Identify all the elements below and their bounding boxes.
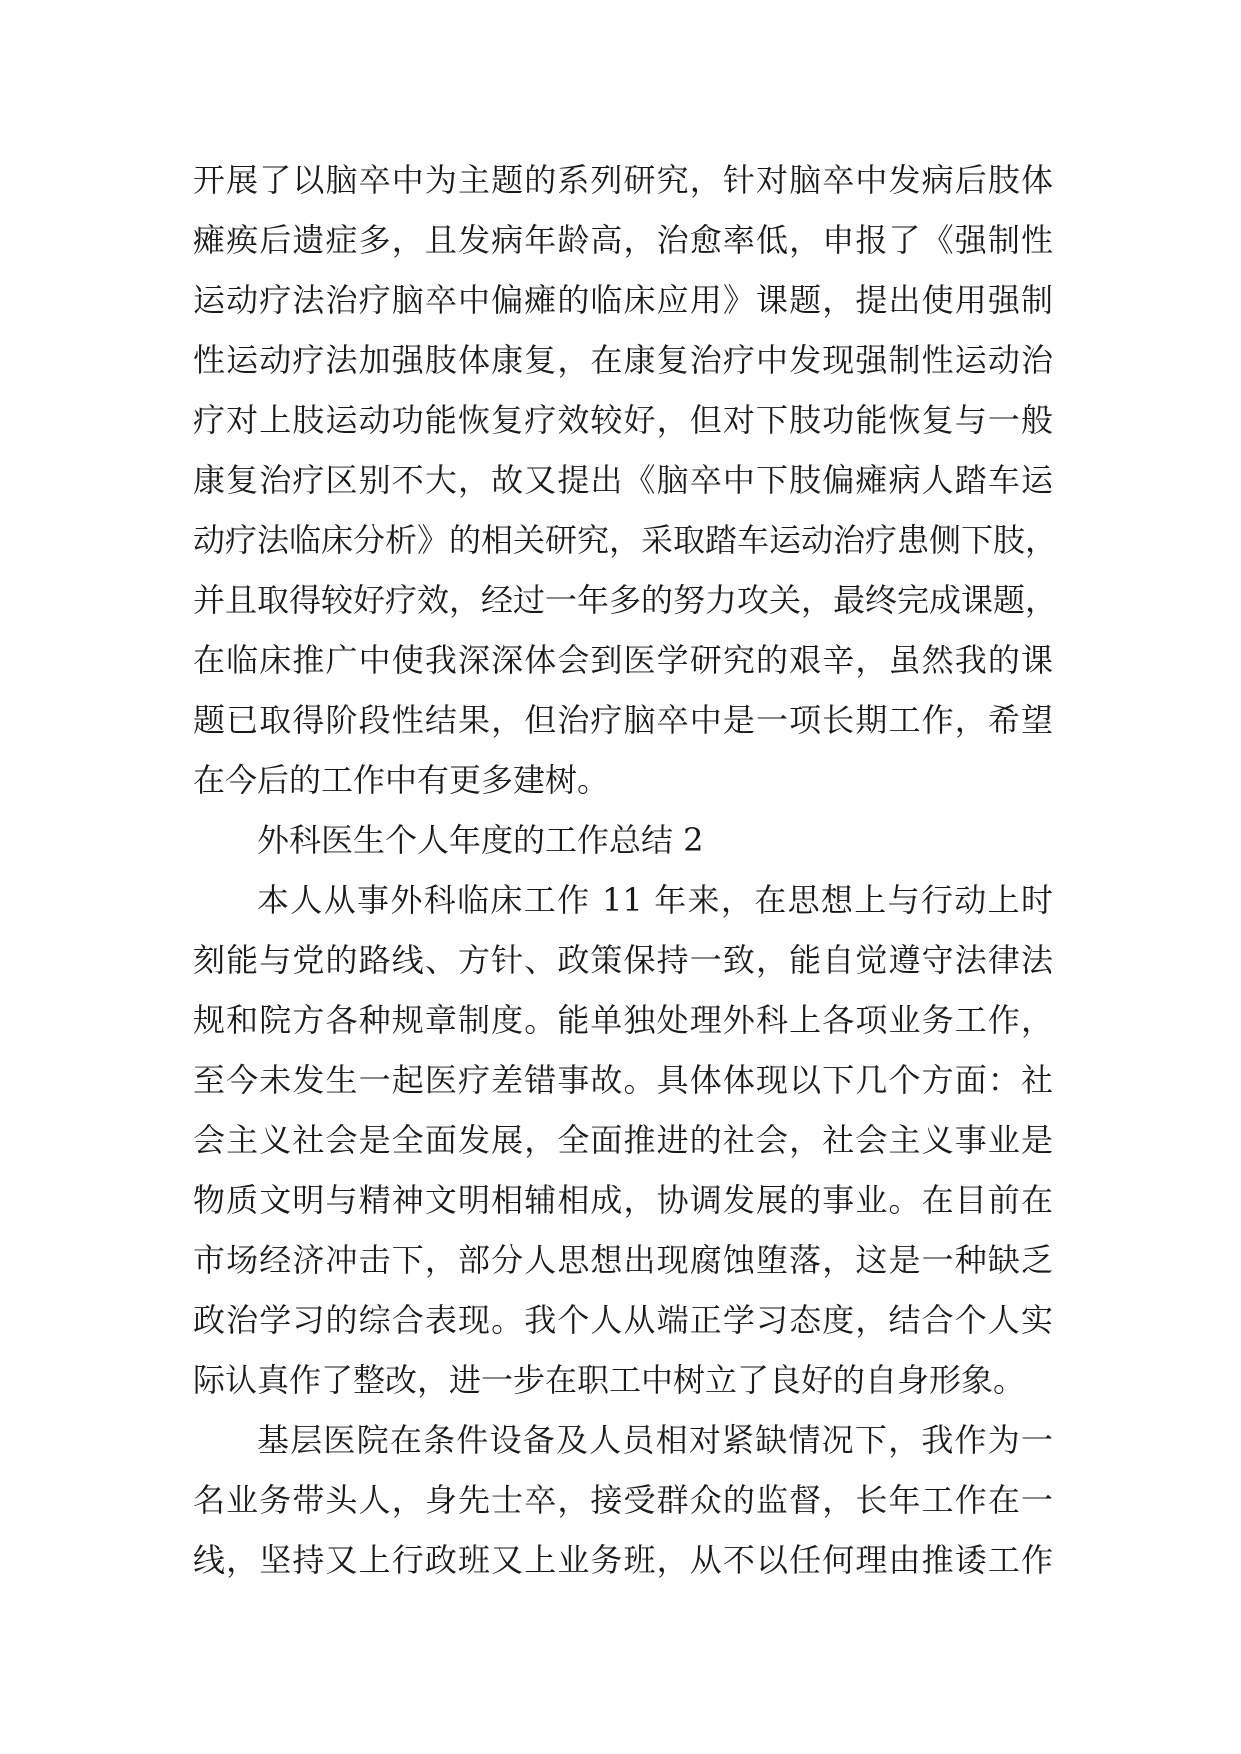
- paragraph-line: 本人从事外科临床工作 11 年来，在思想上与行动上时: [257, 881, 1053, 919]
- paragraph-line: 基层医院在条件设备及人员相对紧缺情况下，我作为一: [257, 1421, 1053, 1459]
- paragraph-line: 市场经济冲击下，部分人思想出现腐蚀堕落，这是一种缺乏: [193, 1241, 1053, 1279]
- paragraph-line: 开展了以脑卒中为主题的系列研究，针对脑卒中发病后肢体: [193, 161, 1053, 199]
- paragraph-line: 瘫痪后遗症多，且发病年龄高，治愈率低，申报了《强制性: [193, 221, 1053, 259]
- paragraph-line: 康复治疗区别不大，故又提出《脑卒中下肢偏瘫病人踏车运: [193, 461, 1053, 499]
- paragraph-line: 在临床推广中使我深深体会到医学研究的艰辛，虽然我的课: [193, 641, 1053, 679]
- paragraph-line: 至今未发生一起医疗差错事故。具体体现以下几个方面：社: [193, 1061, 1053, 1099]
- paragraph-line: 并且取得较好疗效，经过一年多的努力攻关，最终完成课题，: [193, 581, 1058, 619]
- paragraph-line: 动疗法临床分析》的相关研究，采取踏车运动治疗患侧下肢，: [193, 521, 1058, 559]
- paragraph-line: 疗对上肢运动功能恢复疗效较好，但对下肢功能恢复与一般: [193, 401, 1053, 439]
- paragraph-line: 刻能与党的路线、方针、政策保持一致，能自觉遵守法律法: [193, 941, 1053, 979]
- paragraph-line: 际认真作了整改，进一步在职工中树立了良好的自身形象。: [193, 1361, 1026, 1399]
- paragraph-line: 物质文明与精神文明相辅相成，协调发展的事业。在目前在: [193, 1181, 1053, 1219]
- paragraph-line: 运动疗法治疗脑卒中偏瘫的临床应用》课题，提出使用强制: [193, 281, 1053, 319]
- paragraph-line: 名业务带头人，身先士卒，接受群众的监督，长年工作在一: [193, 1481, 1053, 1519]
- paragraph-line: 题已取得阶段性结果，但治疗脑卒中是一项长期工作，希望: [193, 701, 1053, 739]
- paragraph-line: 规和院方各种规章制度。能单独处理外科上各项业务工作，: [193, 1001, 1053, 1039]
- paragraph-line: 在今后的工作中有更多建树。: [193, 761, 610, 799]
- section-heading: 外科医生个人年度的工作总结 2: [257, 821, 704, 859]
- paragraph-line: 会主义社会是全面发展，全面推进的社会，社会主义事业是: [193, 1121, 1053, 1159]
- paragraph-line: 政治学习的综合表现。我个人从端正学习态度，结合个人实: [193, 1301, 1053, 1339]
- paragraph-line: 性运动疗法加强肢体康复，在康复治疗中发现强制性运动治: [193, 341, 1053, 379]
- paragraph-line: 线，坚持又上行政班又上业务班，从不以任何理由推诿工作: [193, 1541, 1053, 1579]
